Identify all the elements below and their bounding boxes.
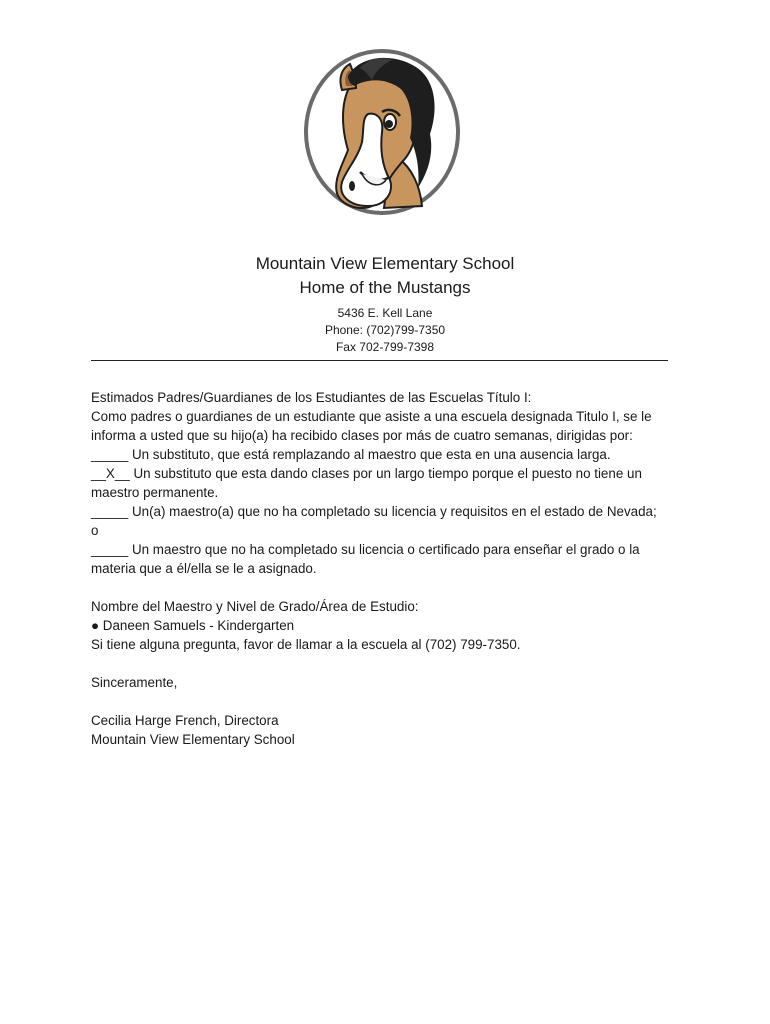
option-long-term-substitute: _____ Un substituto, que está remplazando al maestro que esta en una ausencia larga.: [91, 447, 611, 462]
or-separator: o: [91, 523, 99, 538]
spacer: [91, 692, 691, 711]
teacher-heading: Nombre del Maestro y Nivel de Grado/Área de Estudio:: [91, 599, 419, 614]
school-name: Mountain View Elementary School: [255, 254, 515, 273]
letter-body: [91, 388, 691, 749]
option-uncertified-teacher-line-1: _____ Un maestro que no ha completado su licencia o certificado para enseñar el grado o la: [91, 542, 640, 557]
school-address: 5436 E. Kell Lane: [337, 306, 433, 320]
school-phone: Phone: (702)799-7350: [324, 323, 446, 337]
teacher-entry: ● Daneen Samuels - Kindergarten: [91, 618, 295, 633]
school-fax: Fax 702-799-7398: [335, 340, 435, 354]
letter-greeting: Estimados Padres/Guardianes de los Estudiantes de las Escuelas Título I:: [91, 390, 532, 405]
letter-intro-line-1: Como padres o guardianes de un estudiante que asiste a una escuela designada Titulo I, se le: [91, 409, 652, 424]
signer-school: Mountain View Elementary School: [91, 732, 295, 747]
spacer: [91, 654, 691, 673]
contact-sentence: Si tiene alguna pregunta, favor de llamar a la escuela al (702) 799-7350.: [91, 637, 521, 652]
signer-name: Cecilia Harge French, Directora: [91, 713, 279, 728]
school-logo: [302, 46, 462, 216]
mustang-mascot-icon: [302, 46, 462, 216]
header-divider: [91, 360, 668, 361]
option-vacancy-substitute-line-1: __X__ Un substituto que esta dando clases por un largo tiempo porque el puesto no tiene un: [91, 466, 642, 481]
letterhead: [0, 252, 770, 356]
letter-closing: Sinceramente,: [91, 675, 178, 690]
contact-block: [0, 305, 770, 356]
option-unlicensed-teacher: _____ Un(a) maestro(a) que no ha completado su licencia y requisitos en el estado de Nevada;: [91, 504, 657, 519]
spacer: [91, 578, 691, 597]
school-motto: Home of the Mustangs: [299, 278, 471, 297]
letter-intro-line-2: informa a usted que su hijo(a) ha recibido clases por más de cuatro semanas, dirigidas por:: [91, 428, 633, 443]
option-vacancy-substitute-line-2: maestro permanente.: [91, 485, 219, 500]
option-uncertified-teacher-line-2: materia que a él/ella se le a asignado.: [91, 561, 317, 576]
